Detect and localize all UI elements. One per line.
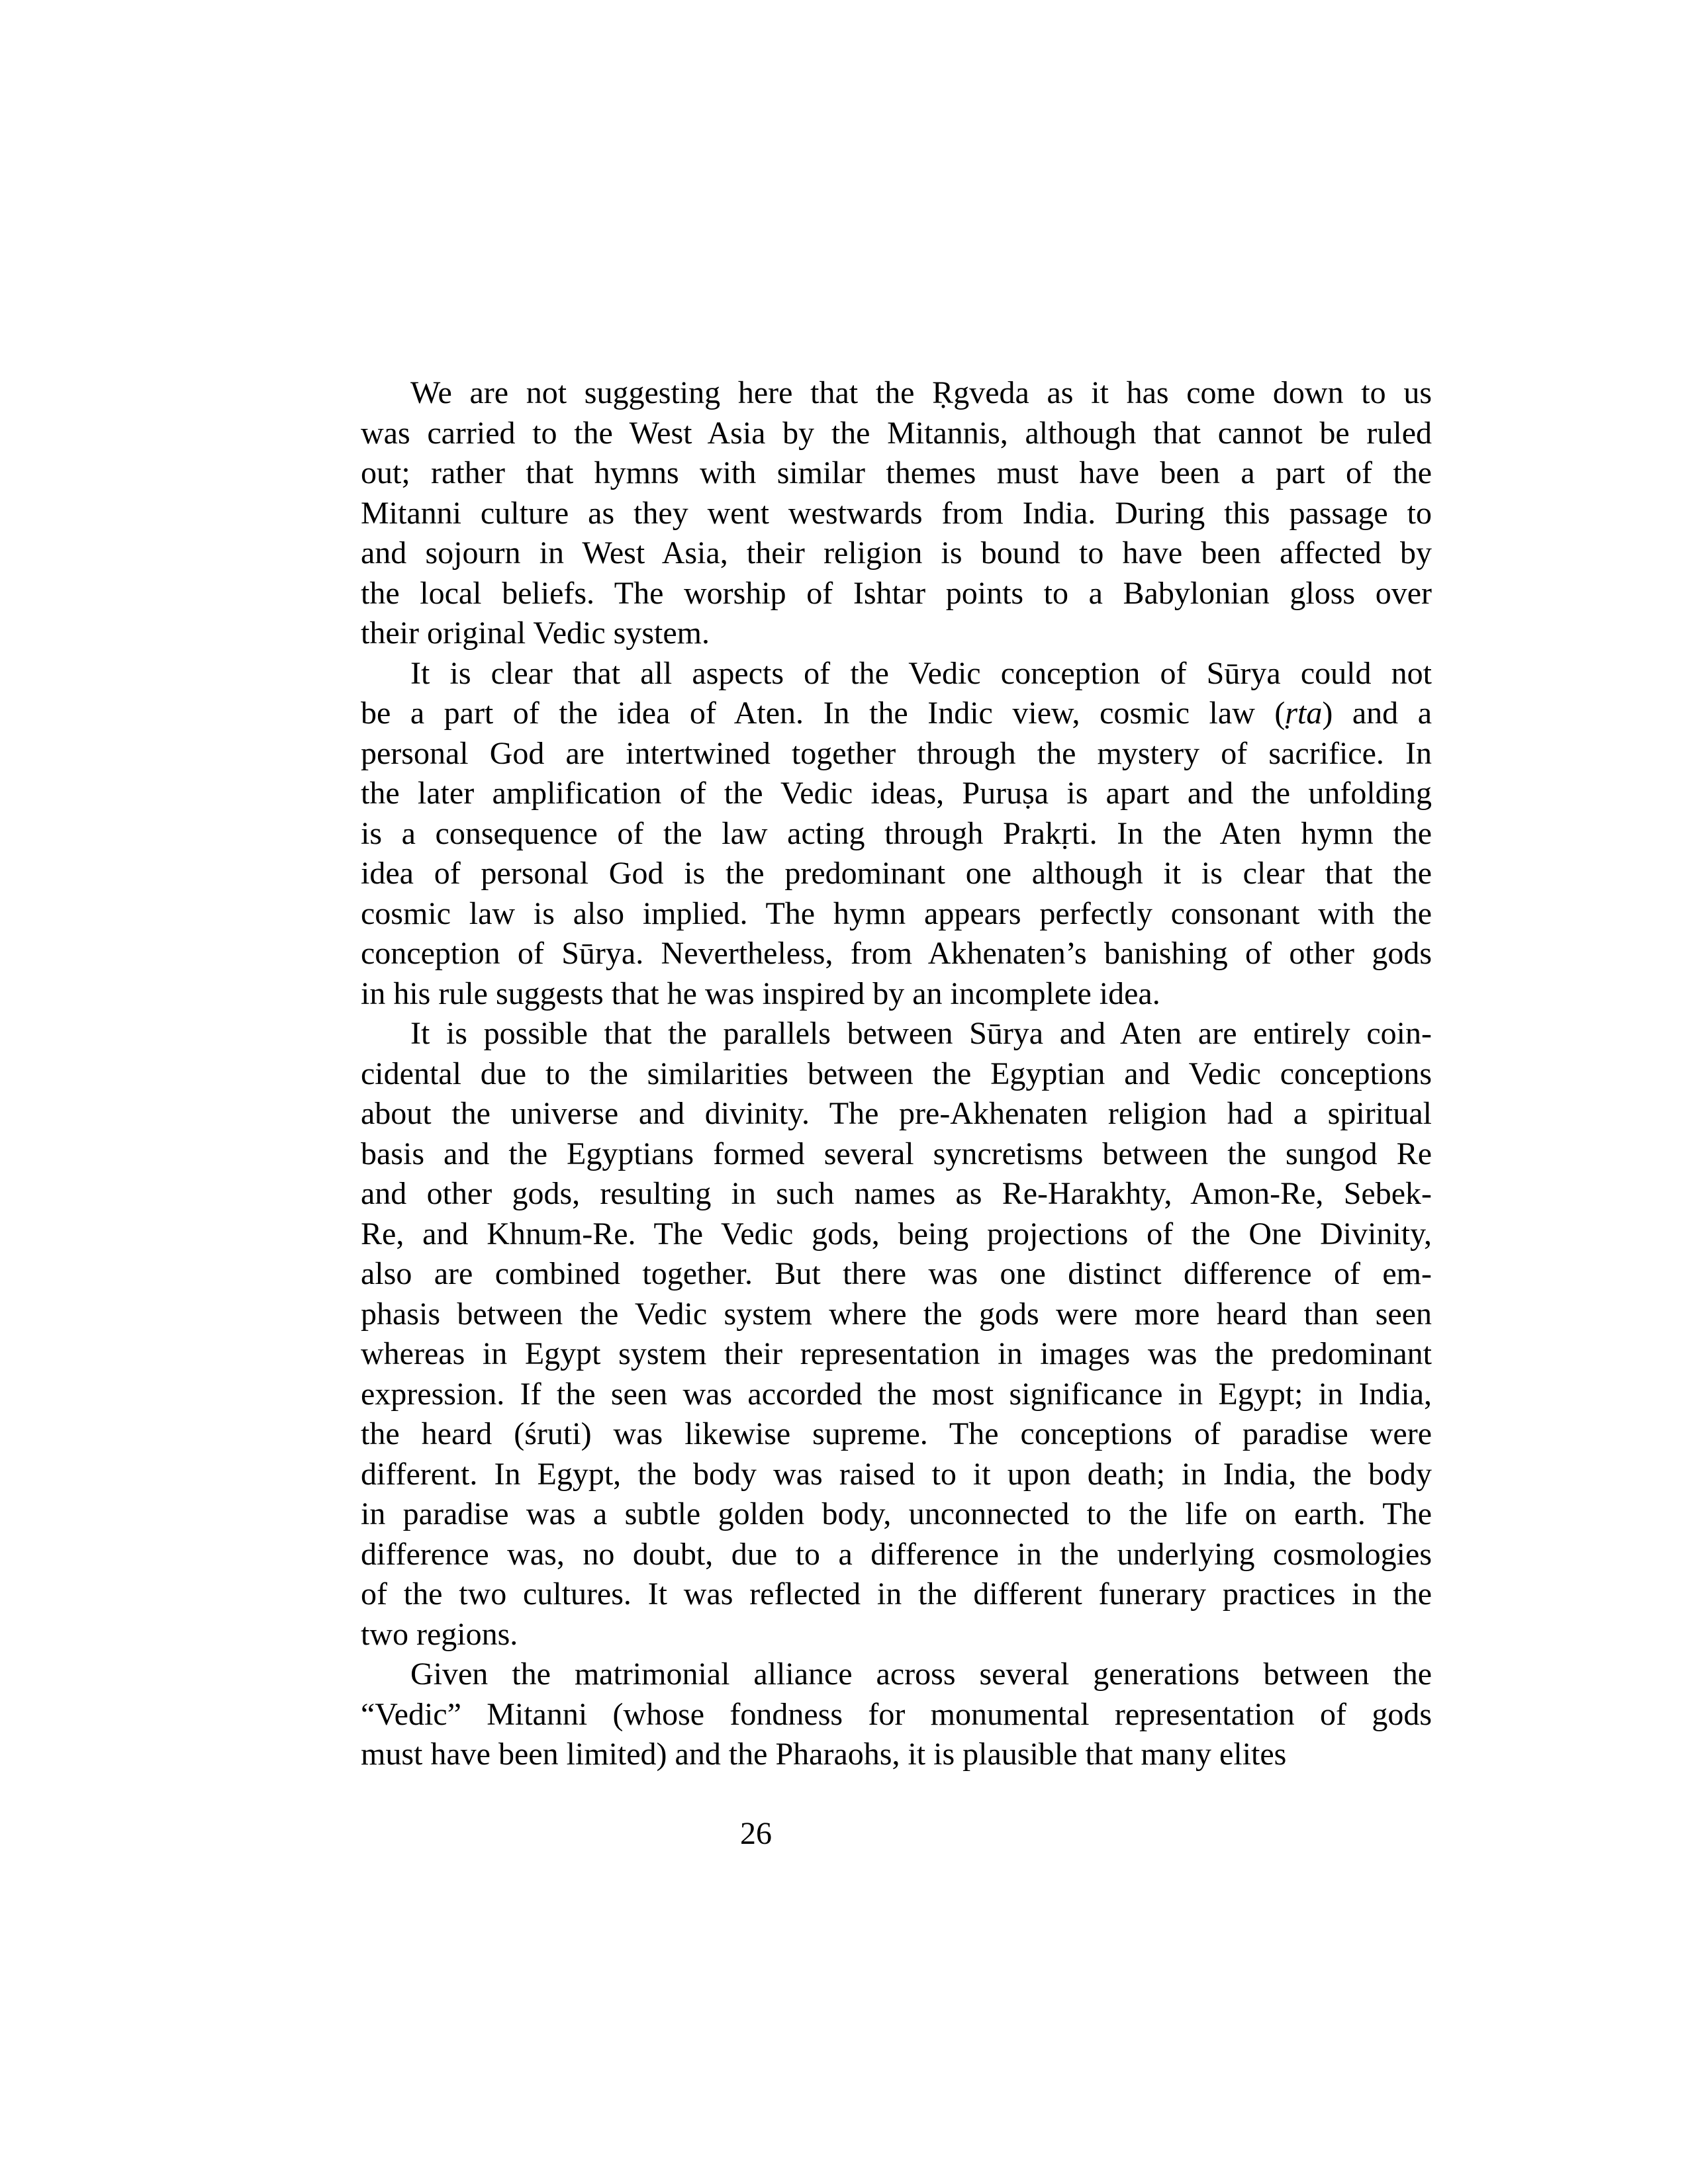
text-line: cosmic law is also implied. The hymn appears perfectly consonant with the (361, 895, 1432, 931)
text-line: phasis between the Vedic system where the gods were more heard than seen (361, 1296, 1432, 1332)
text-line: basis and the Egyptians formed several syncretisms between the sungod Re (361, 1136, 1432, 1171)
text-line: expression. If the seen was accorded the most significance in Egypt; in India, (361, 1376, 1432, 1412)
paragraph-2 (361, 654, 1432, 1015)
text-line: whereas in Egypt system their representation in images was the predominant (361, 1336, 1432, 1371)
paragraph-1 (361, 373, 1432, 654)
text-line: It is clear that all aspects of the Vedic conception of Sūrya could not (410, 655, 1432, 691)
text-line: Given the matrimonial alliance across several generations between the (410, 1657, 1432, 1692)
body-text (361, 373, 1432, 1775)
paragraph-4 (361, 1655, 1432, 1775)
text-line: conception of Sūrya. Nevertheless, from Akhenaten’s banishing of other gods (361, 936, 1432, 971)
page-number: 26 (740, 1816, 772, 1851)
text-line: about the universe and divinity. The pre-Akhenaten religion had a spiritual (361, 1096, 1432, 1131)
text-line: the local beliefs. The worship of Ishtar points to a Babylonian gloss over (361, 575, 1432, 611)
text-line: their original Vedic system. (361, 615, 710, 651)
text-line: and sojourn in West Asia, their religion is bound to have been affected by (361, 535, 1432, 570)
text-line: We are not suggesting here that the Ṛgveda as it has come down to us (410, 375, 1432, 410)
text-line (361, 694, 1432, 734)
text-line: different. In Egypt, the body was raised to it upon death; in India, the body (361, 1456, 1432, 1492)
text-line: the heard (śruti) was likewise supreme. The conceptions of paradise were (361, 1416, 1432, 1451)
paragraph-3 (361, 1014, 1432, 1655)
text-line: in his rule suggests that he was inspired by an incomplete idea. (361, 976, 1160, 1011)
text-line: Mitanni culture as they went westwards from India. During this passage to (361, 495, 1432, 531)
italic-term: ṛta (1285, 696, 1323, 731)
text-line: must have been limited) and the Pharaohs, it is plausible that many elites (361, 1737, 1287, 1772)
text-line: Re, and Khnum-Re. The Vedic gods, being projections of the One Divinity, (361, 1216, 1432, 1251)
text-line: idea of personal God is the predominant one although it is clear that the (361, 856, 1432, 891)
text-segment: ) and a (1322, 696, 1432, 731)
text-line: cidental due to the similarities between the Egyptian and Vedic conceptions (361, 1056, 1432, 1091)
text-line: of the two cultures. It was reflected in the different funerary practices in the (361, 1576, 1432, 1612)
text-line: and other gods, resulting in such names as Re-Harakhty, Amon-Re, Sebek- (361, 1176, 1432, 1211)
text-line: two regions. (361, 1616, 518, 1652)
text-line: out; rather that hymns with similar themes must have been a part of the (361, 455, 1432, 490)
text-line: was carried to the West Asia by the Mitannis, although that cannot be ruled (361, 415, 1432, 451)
text-line: difference was, no doubt, due to a difference in the underlying cosmologies (361, 1536, 1432, 1572)
text-line: in paradise was a subtle golden body, unconnected to the life on earth. The (361, 1496, 1432, 1531)
text-line: also are combined together. But there was one distinct difference of em- (361, 1256, 1432, 1291)
text-line: It is possible that the parallels between Sūrya and Aten are entirely coin- (410, 1016, 1432, 1051)
text-segment: be a part of the idea of Aten. In the Indic view, cosmic law ( (361, 696, 1286, 731)
text-line: is a consequence of the law acting through Prakṛti. In the Aten hymn the (361, 815, 1432, 851)
text-line: the later amplification of the Vedic ideas, Puruṣa is apart and the unfolding (361, 776, 1432, 811)
text-line: personal God are intertwined together through the mystery of sacrifice. In (361, 735, 1432, 771)
text-line: “Vedic” Mitanni (whose fondness for monumental representation of gods (361, 1696, 1432, 1732)
